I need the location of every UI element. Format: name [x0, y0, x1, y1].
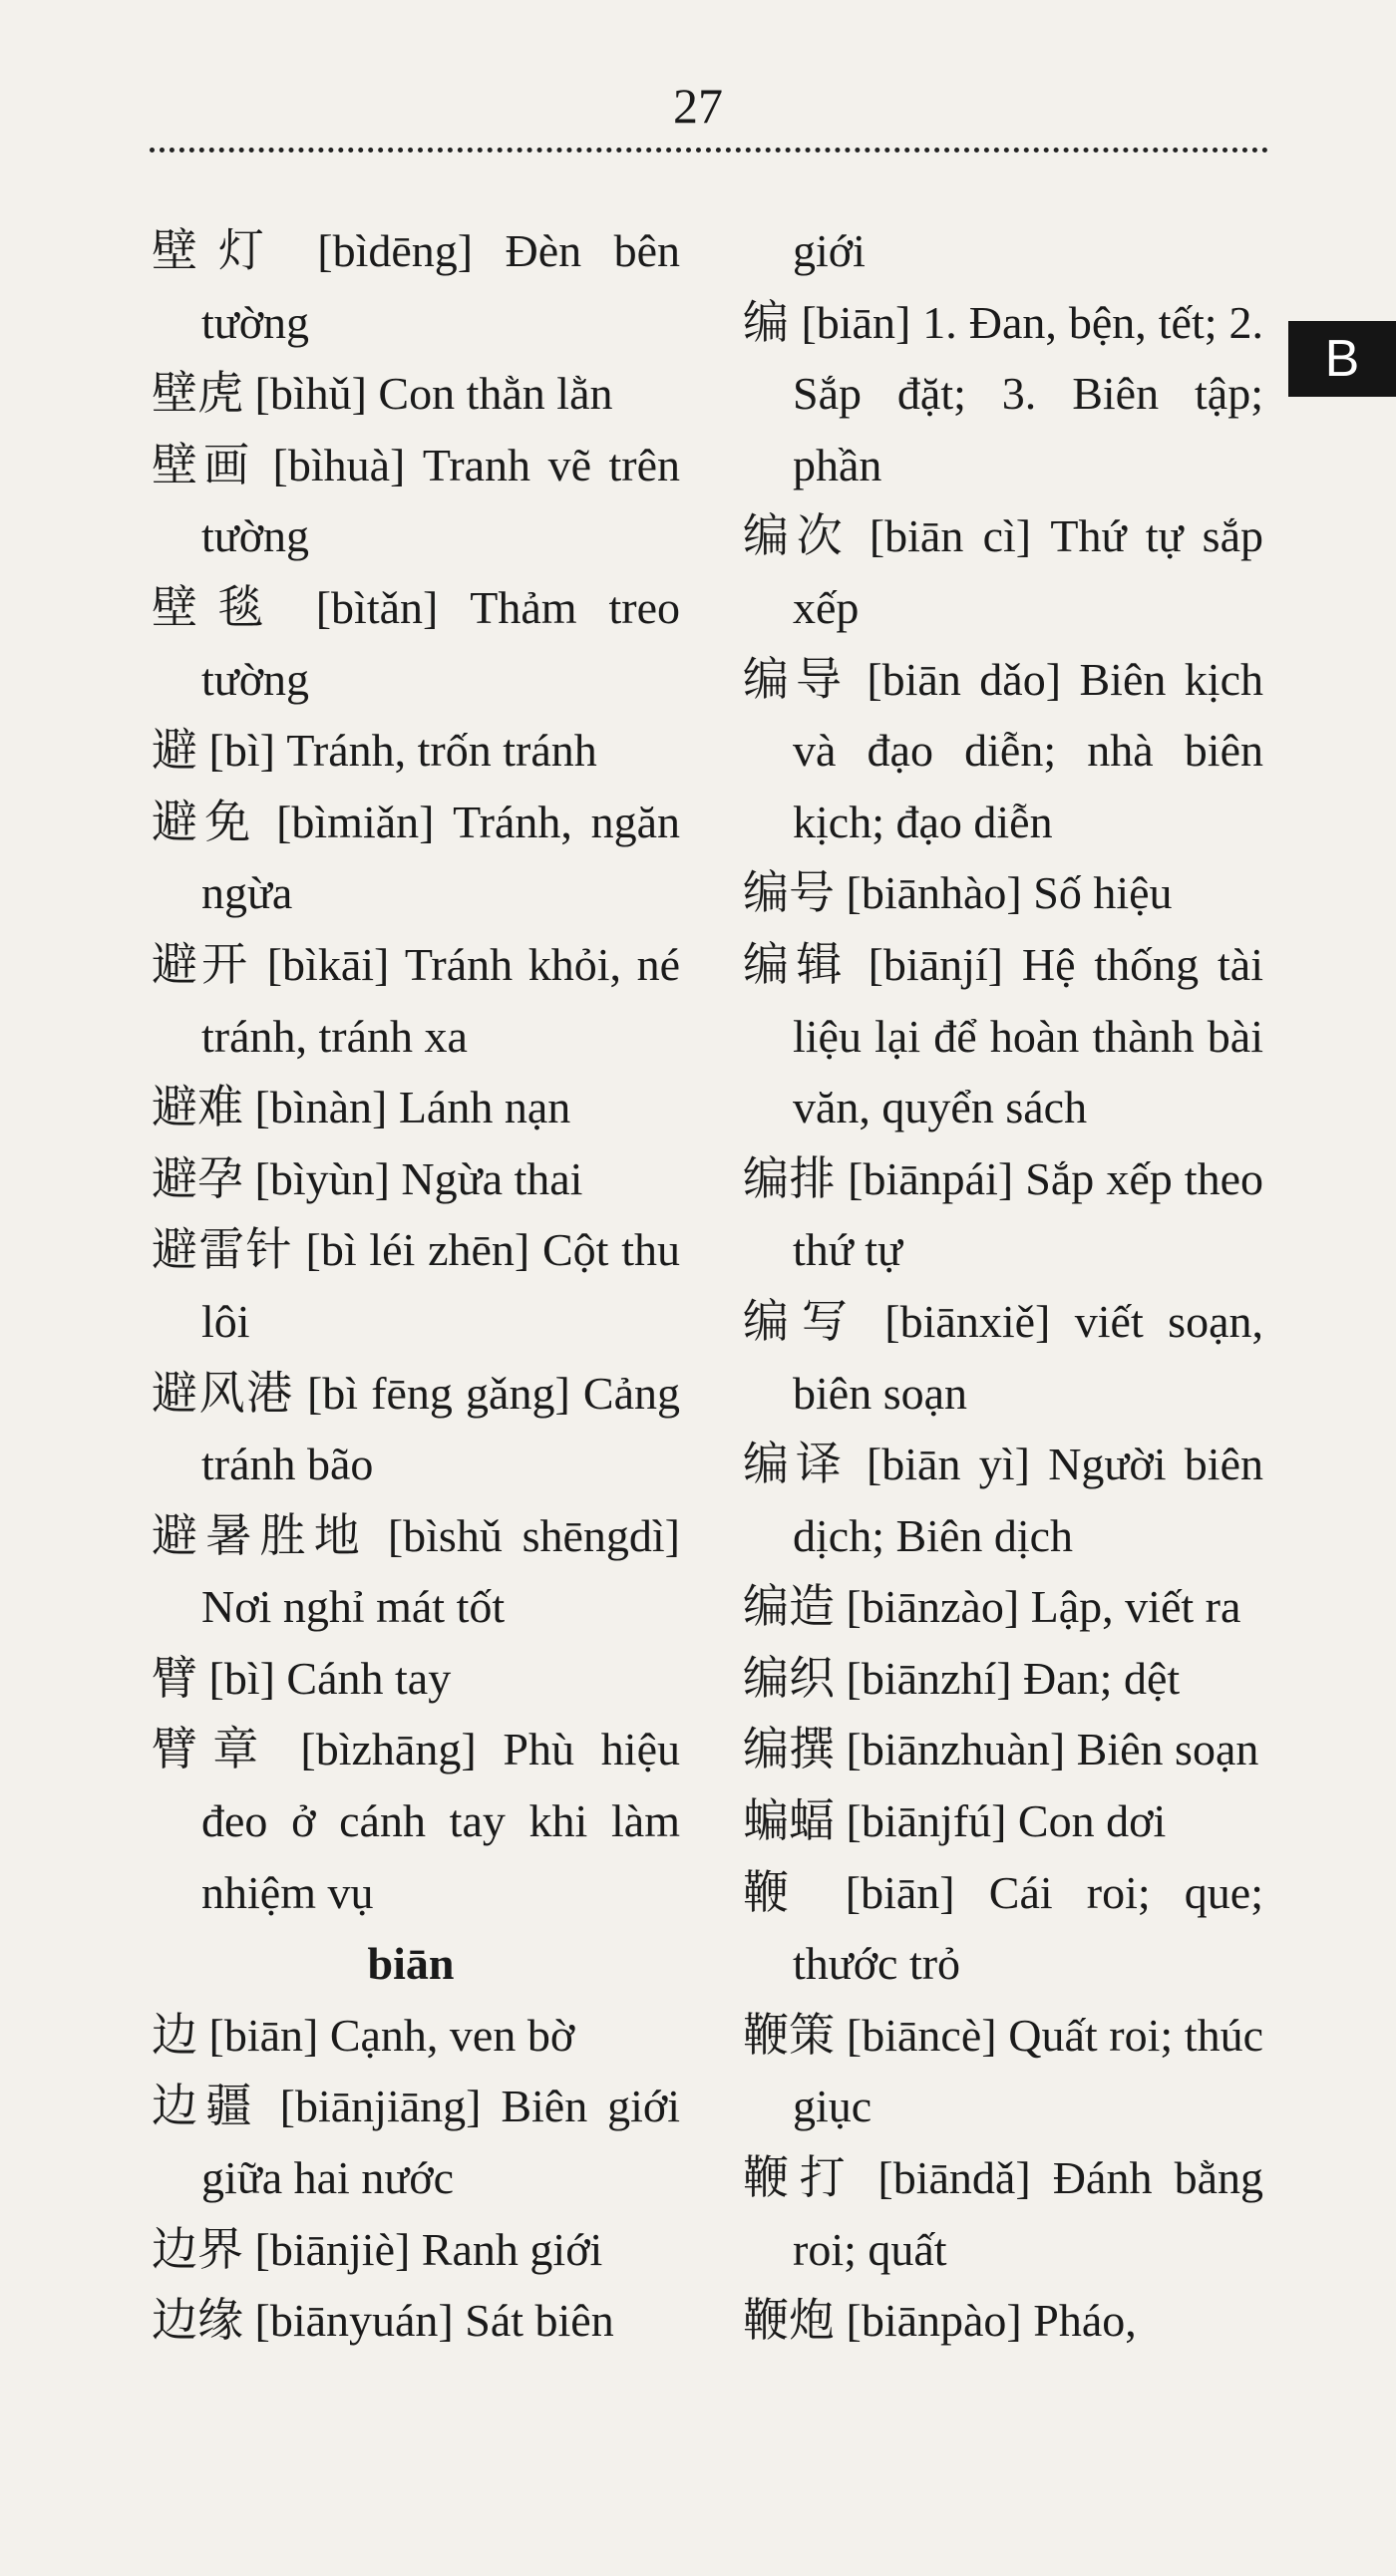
dictionary-entry: 壁毯 [bìtǎn] Thảm treo tường — [152, 581, 680, 705]
dictionary-entry: 壁画 [bìhuà] Tranh vẽ trên tường — [152, 439, 680, 562]
dictionary-entry: 编号 [biānhào] Số hiệu — [743, 867, 1173, 919]
dictionary-entry: 边缘 [biānyuán] Sát biên — [152, 2295, 614, 2347]
page-number: 27 — [673, 78, 723, 134]
right-column — [743, 215, 1263, 2357]
dictionary-entry: 避免 [bìmiǎn] Tránh, ngăn ngừa — [152, 796, 680, 919]
dictionary-entry: 编撰 [biānzhuàn] Biên soạn — [743, 1724, 1259, 1775]
dictionary-entry: 编译 [biān yì] Người biên dịch; Biên dịch — [743, 1439, 1263, 1561]
dictionary-entry: 编导 [biān dǎo] Biên kịch và đạo diễn; nhà biên kịch; đạo diễn — [743, 653, 1263, 847]
left-column — [152, 215, 680, 2357]
dictionary-entry: 鞭 [biān] Cái roi; que; thước trỏ — [743, 1866, 1263, 1990]
dictionary-entry: 编排 [biānpái] Sắp xếp theo thứ tự — [743, 1152, 1263, 1276]
dictionary-entry: 编造 [biānzào] Lập, viết ra — [743, 1581, 1241, 1633]
dictionary-entry: 边 [biān] Cạnh, ven bờ — [152, 2009, 575, 2061]
dictionary-entry: 编织 [biānzhí] Đan; dệt — [743, 1652, 1181, 1704]
dictionary-entry: 避 [bì] Tránh, trốn tránh — [152, 725, 597, 777]
dictionary-entry: 编辑 [biānjí] Hệ thống tài liệu lại để hoàn thành bài văn, quyển sách — [743, 938, 1263, 1133]
section-heading: biān — [367, 1938, 455, 1990]
dictionary-entry: 避难 [bìnàn] Lánh nạn — [152, 1082, 571, 1133]
dictionary-entry: 臂 [bì] Cánh tay — [152, 1652, 452, 1704]
dictionary-entry: 边疆 [biānjiāng] Biên giới giữa hai nước — [152, 2081, 680, 2204]
dictionary-entry: 壁灯 [bìdēng] Đèn bên tường — [152, 225, 680, 348]
dictionary-entry: 鞭打 [biāndǎ] Đánh bằng roi; quất — [743, 2152, 1263, 2275]
dictionary-entry: 壁虎 [bìhǔ] Con thằn lằn — [152, 368, 613, 420]
dictionary-entry: 避雷针 [bì léi zhēn] Cột thu lôi — [152, 1224, 680, 1347]
dictionary-entry: 避开 [bìkāi] Tránh khỏi, né tránh, tránh xa — [152, 938, 680, 1062]
dictionary-entry: 鞭炮 [biānpào] Pháo, — [743, 2295, 1137, 2347]
dictionary-entry: 编写 [biānxiě] viết soạn, biên soạn — [743, 1295, 1263, 1419]
dictionary-entry: 避孕 [bìyùn] Ngừa thai — [152, 1152, 583, 1204]
dictionary-entry: 鞭策 [biāncè] Quất roi; thúc giục — [743, 2009, 1263, 2132]
continuation-text: giới — [793, 225, 866, 276]
dictionary-entry: 编次 [biān cì] Thứ tự sắp xếp — [743, 510, 1263, 633]
header-divider — [150, 148, 1268, 153]
dictionary-entry: 臂章 [bìzhāng] Phù hiệu đeo ở cánh tay khi làm nhiệm vụ — [152, 1724, 680, 1918]
dictionary-entry: 避风港 [bì fēng gǎng] Cảng tránh bão — [152, 1367, 680, 1490]
dictionary-entry: 蝙蝠 [biānjfú] Con dơi — [743, 1795, 1167, 1847]
dictionary-entry: 避暑胜地 [bìshǔ shēngdì] Nơi nghỉ mát tốt — [152, 1509, 680, 1633]
section-tab: B — [1288, 321, 1396, 397]
dictionary-entry: 编 [biān] 1. Đan, bện, tết; 2. Sắp đặt; 3. Biên tập; phần — [743, 296, 1263, 490]
dictionary-entry: 边界 [biānjiè] Ranh giới — [152, 2223, 603, 2275]
